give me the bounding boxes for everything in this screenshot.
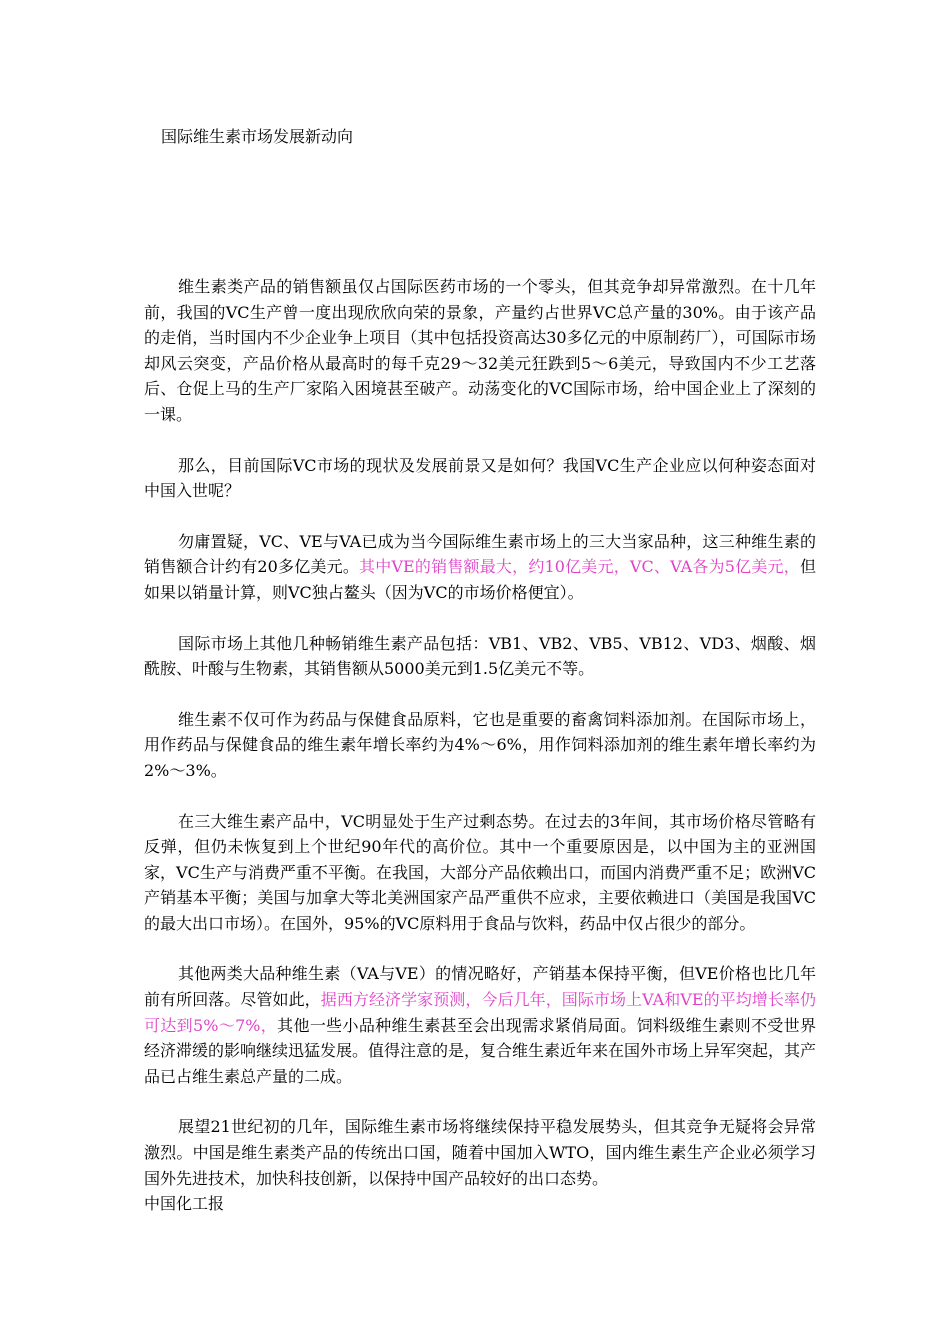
document-title: 国际维生素市场发展新动向 <box>161 127 354 146</box>
paragraph <box>144 274 816 428</box>
paragraph <box>144 453 816 504</box>
paragraph-text: 维生素类产品的销售额虽仅占国际医药市场的一个零头，但其竞争却异常激烈。在十几年前，我国的VC生产曾一度出现欣欣向荣的景象，产量约占世界VC总产量的30%。由于该产品的走俏，当时国内不少企业争上项目（其中包括投资高达30多亿元的中原制药厂），可国际市场却风云突变，产品价格从最高时的每千克29～32美元狂跌到5～6美元，导致国内不少工艺落后、仓促上马的生产厂家陷入困境甚至破产。动荡变化的VC国际市场，给中国企业上了深刻的一课。 <box>144 277 816 424</box>
paragraph-text: 国际市场上其他几种畅销维生素产品包括：VB1、VB2、VB5、VB12、VD3、烟酸、烟酰胺、叶酸与生物素，其销售额从5000美元到1.5亿美元不等。 <box>144 633 816 679</box>
highlighted-text: 其中VE的销售额最大，约10亿美元，VC、VA各为5亿美元， <box>359 557 800 577</box>
article-body <box>144 274 816 1217</box>
paragraph-text: 但如果以销量计算，则VC独占鳌头（因为VC的市场价格便宜）。 <box>144 557 816 602</box>
paragraph <box>144 529 816 606</box>
highlighted-text: 据西方经济学家预测，今后几年，国际市场上VA和VE的平均增长率仍可达到5%～7%， <box>144 990 816 1035</box>
paragraph-text: 维生素不仅可作为药品与保健食品原料，它也是重要的畜禽饲料添加剂。在国际市场上，用作药品与保健食品的维生素年增长率约为4%～6%，用作饲料添加剂的维生素年增长率约为2%～3%。 <box>144 709 816 780</box>
paragraph <box>144 809 816 937</box>
paragraph-text: 其他一些小品种维生素甚至会出现需求紧俏局面。饲料级维生素则不受世界经济滞缓的影响继续迅猛发展。值得注意的是，复合维生素近年来在国外市场上异军突起，其产品已占维生素总产量的二成。 <box>144 1015 817 1086</box>
paragraph <box>144 1114 816 1191</box>
paragraph-text: 勿庸置疑，VC、VE与VA已成为当今国际维生素市场上的三大当家品种，这三种维生素的销售额合计约有20多亿美元。 <box>144 531 816 577</box>
paragraph <box>144 961 816 1089</box>
paragraph-text: 在三大维生素产品中，VC明显处于生产过剩态势。在过去的3年间，其市场价格尽管略有反弹，但仍未恢复到上个世纪90年代的高价位。其中一个重要原因是，以中国为主的亚洲国家，VC生产与消费严重不平衡。在我国，大部分产品依赖出口，而国内消费严重不足；欧洲VC产销基本平衡；美国与加拿大等北美洲国家产品严重供不应求，主要依赖进口（美国是我国VC的最大出口市场）。在国外，95%的VC原料用于食品与饮料，药品中仅占很少的部分。 <box>144 811 816 933</box>
paragraph <box>144 631 816 682</box>
paragraph <box>144 707 816 784</box>
paragraph-text: 那么，目前国际VC市场的现状及发展前景又是如何？我国VC生产企业应以何种姿态面对中国入世呢？ <box>144 455 816 501</box>
source-line: 中国化工报 <box>144 1194 225 1214</box>
paragraph-text: 其他两类大品种维生素（VA与VE）的情况略好，产销基本保持平衡，但VE价格也比几年前有所回落。尽管如此， <box>144 964 816 1010</box>
paragraph-text: 展望21世纪初的几年，国际维生素市场将继续保持平稳发展势头，但其竞争无疑将会异常激烈。中国是维生素类产品的传统出口国，随着中国加入WTO，国内维生素生产企业必须学习国外先进技术，加快科技创新，以保持中国产品较好的出口态势。 <box>144 1117 816 1188</box>
